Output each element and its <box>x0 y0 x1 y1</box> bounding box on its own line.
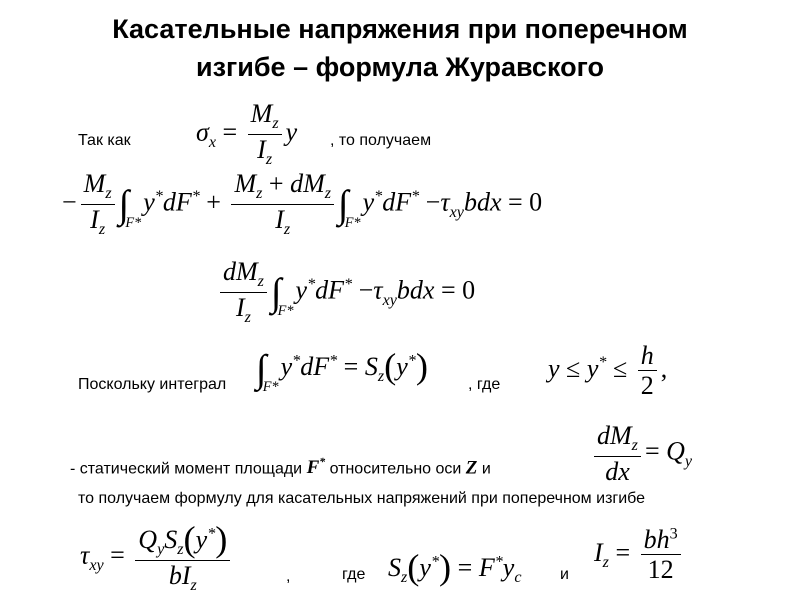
text-F-star: F* <box>306 456 326 479</box>
text-formula-line: то получаем формулу для касательных напряжений при поперечном изгибе <box>78 490 646 507</box>
formula-equilibrium-full: − $\frac{M_z}{I_z}$ $\int_{F*}y^*dF^*$ + $\frac{M_z + dM_z}{I_z}$ $\int_{F*}y^*dF^* -\tau_{xy}bdx = 0$ <box>62 169 543 239</box>
text-i: и <box>481 460 491 478</box>
text-gde-1: , где <box>468 376 501 393</box>
text-axis-Z: Z <box>465 457 478 479</box>
text-tak-kak: Так как <box>78 132 131 149</box>
formula-sigma-x: $\sigma_x$ = $\frac{M_z}{I_z}$ y <box>196 99 298 169</box>
formula-y-range: y ≤ y* ≤ $\frac{h}{2}$ , <box>548 341 668 401</box>
formula-static-moment-integral: $\int_{F*}y^*dF^* = S_z(y^*)$ <box>256 346 428 395</box>
text-static-moment-prefix: - статический момент площади <box>70 460 303 478</box>
formula-zhuravsky: $\tau_{xy}$ = $\frac{Q_yS_z(y^*)}{bI_z}$ <box>80 520 234 595</box>
title-line-2: изгибе – формула Журавского <box>196 52 604 82</box>
formula-equilibrium-reduced: $\frac{dM_z}{I_z}$ $\int_{F*}y^*dF^* -\tau_{xy}bdx = 0$ <box>216 258 475 327</box>
text-gde-2: где <box>342 566 366 583</box>
formula-shear-force: $\frac{dM_z}{dx}$ = $Q_y$ <box>590 422 692 485</box>
text-static-moment-desc <box>70 456 491 479</box>
title-line-1: Касательные напряжения при поперечном <box>112 14 688 44</box>
text-i-end: и <box>560 566 569 583</box>
formula-moment-of-inertia: $I_z$ = $\frac{bh^3}{12}$ <box>594 526 685 584</box>
formula-static-moment-def: $S_z(y^*) = F^*y_c$ <box>388 547 522 587</box>
text-comma: , <box>286 568 291 585</box>
slide-title <box>0 10 800 86</box>
text-to-poluchaem: , то получаем <box>330 132 432 149</box>
text-poskolku: Поскольку интеграл <box>78 376 227 393</box>
text-otnositelno-osi: относительно оси <box>329 460 462 478</box>
